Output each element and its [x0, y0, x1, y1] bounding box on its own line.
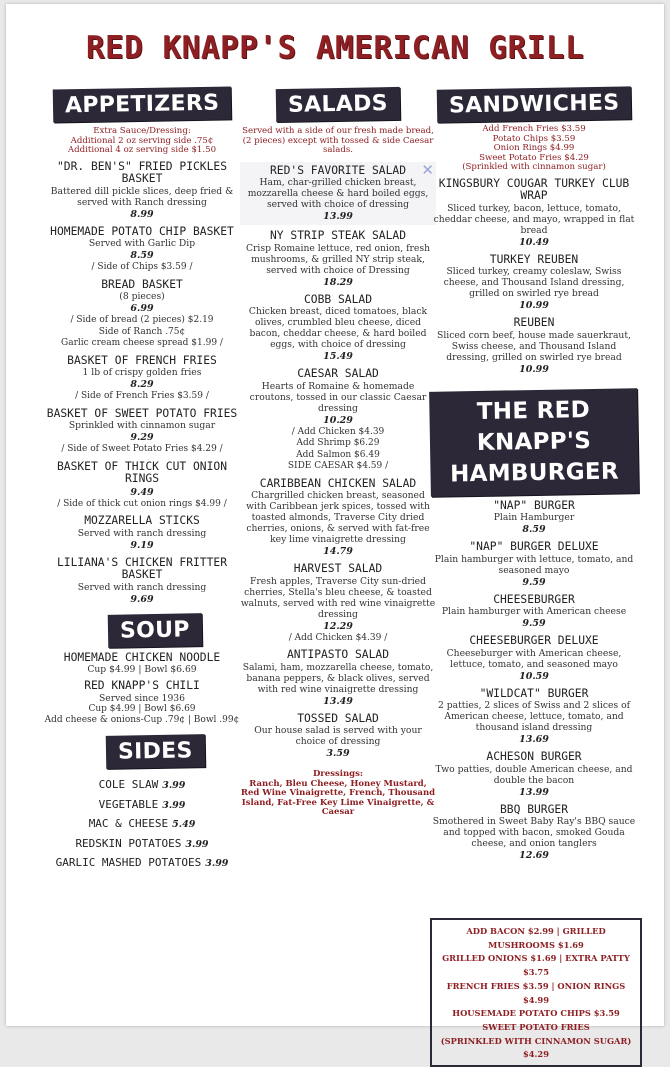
item-price: 8.59 — [130, 250, 154, 262]
item-desc: Chargrilled chicken breast, seasoned with Caribbean jerk spices, tossed with toasted almonds, Traverse City dried cherries, onions, & served with fat-free key lime vinaigrette dressing — [246, 490, 430, 546]
addon-line: HOUSEMADE POTATO CHIPS $3.59 — [452, 1008, 620, 1019]
menu-item — [42, 680, 242, 727]
sandwich-note-line: Onion Rings $4.99 — [493, 143, 575, 154]
item-price: 13.69 — [519, 734, 549, 746]
appetizers-header: APPETIZERS — [53, 86, 232, 122]
column-middle — [240, 88, 436, 818]
item-name: "NAP" BURGER DELUXE — [469, 540, 599, 554]
item-extra: / Side of thick cut onion rings $4.99 / — [57, 498, 227, 509]
item-name: LILIANA'S CHICKEN FRITTER BASKET — [56, 555, 228, 582]
item-price: 10.59 — [519, 670, 549, 682]
sandwich-note-line: Potato Chips $3.59 — [492, 133, 576, 144]
item-desc: Our house salad is served with your choice of dressing — [254, 725, 422, 748]
addon-line: FRENCH FRIES $3.59 | ONION RINGS $4.99 — [446, 980, 626, 1005]
sandwich-note-line: Add French Fries $3.59 — [482, 124, 586, 135]
featured-salad — [240, 162, 436, 226]
item-price: 9.49 — [130, 486, 154, 498]
item-name: BASKET OF THICK CUT ONION RINGS — [56, 459, 228, 486]
menu-item — [430, 751, 638, 799]
item-extra: / Side of Chips $3.59 / — [91, 262, 193, 273]
sandwiches-header: SANDWICHES — [437, 86, 632, 123]
menu-item — [42, 461, 242, 511]
side-item — [42, 815, 242, 835]
item-price: 8.99 — [130, 208, 154, 220]
menu-item — [430, 635, 638, 683]
item-desc: Sliced corn beef, house made sauerkraut, Swiss cheese, and Thousand Island dressing, grilled on swirled rye bread — [437, 329, 631, 363]
addon-line: GRILLED ONIONS $1.69 | EXTRA PATTY $3.75 — [442, 953, 630, 978]
item-extra: SIDE CAESAR $4.59 / — [287, 461, 389, 472]
item-name: ACHESON BURGER — [486, 750, 582, 764]
item-desc: Fresh apples, Traverse City sun-dried cherries, Stella's bleu cheese, & toasted walnuts, served with red wine vinaigrette dressing — [240, 575, 436, 620]
item-desc: Served with Garlic Dip — [88, 238, 196, 250]
item-name: BREAD BASKET — [101, 277, 183, 291]
item-desc: Smothered in Sweet Baby Ray's BBQ sauce and topped with bacon, smoked Gouda cheese, and onion tanglers — [432, 816, 636, 850]
appetizers-note: Extra Sauce/Dressing: Additional 2 oz serving side .75¢ Additional 4 oz serving side $1.50 — [67, 126, 217, 156]
close-icon[interactable]: ✕ — [421, 160, 434, 179]
menu-item — [42, 161, 242, 221]
menu-item — [42, 515, 242, 552]
item-name: COBB SALAD — [303, 292, 372, 306]
soup-list — [42, 652, 242, 727]
item-desc: Salami, ham, mozzarella cheese, tomato, banana peppers, & black olives, served with red wine vinaigrette dressing — [242, 661, 434, 695]
item-extra: Add cheese & onions-Cup .79¢ | Bowl .99¢ — [44, 715, 240, 726]
item-extra: / Add Chicken $4.39 — [291, 426, 385, 437]
item-desc: Served with ranch dressing — [77, 581, 207, 593]
item-extra: Side of Ranch .75¢ — [98, 326, 186, 337]
item-extra: / Side of Sweet Potato Fries $4.29 / — [61, 444, 223, 455]
item-desc: Ham, char-grilled chicken breast, mozzarella cheese & hard boiled eggs, served with choice of dressing — [247, 177, 429, 211]
menu-item — [430, 254, 638, 313]
item-name: CHEESEBURGER — [493, 592, 575, 606]
item-desc: Plain Hamburger — [493, 512, 575, 524]
item-extra: Cup $4.99 | Bowl $6.69 — [88, 703, 196, 714]
salads-list — [240, 230, 436, 760]
burger-addons-box — [430, 918, 642, 1067]
item-price: 9.19 — [130, 539, 154, 551]
item-extra: / Side of French Fries $3.59 / — [75, 391, 209, 402]
hamburger-header: THE RED KNAPP'S HAMBURGER — [429, 388, 639, 497]
soup-header: SOUP — [108, 613, 202, 648]
side-name: GARLIC MASHED POTATOES — [55, 856, 202, 870]
item-price: 13.99 — [519, 786, 549, 798]
dressings-note: Dressings: Ranch, Bleu Cheese, Honey Mustard, Red Wine Vinaigrette, French, Thousand Island, Fat-Free Key Lime Vinaigrette, & Caesar — [240, 769, 436, 818]
side-item — [42, 776, 242, 796]
item-desc: 1 lb of crispy golden fries — [82, 367, 202, 379]
item-extra: / Add Chicken $4.39 / — [288, 632, 388, 643]
item-name: HARVEST SALAD — [293, 562, 383, 576]
item-desc: Battered dill pickle slices, deep fried & served with Ranch dressing — [50, 185, 234, 208]
item-price: 10.29 — [323, 414, 353, 426]
addon-line: (SPRINKLED WITH CINNAMON SUGAR) $4.29 — [440, 1035, 632, 1060]
item-price: 3.59 — [326, 748, 350, 760]
item-price: 12.69 — [519, 850, 549, 862]
item-name: RED KNAPP'S CHILI — [84, 679, 200, 693]
menu-item — [240, 478, 436, 559]
item-extra: Add Salmon $6.49 — [296, 449, 380, 460]
item-extra: / Side of bread (2 pieces) $2.19 — [70, 315, 214, 326]
column-left — [42, 88, 242, 874]
sandwiches-note — [430, 125, 638, 173]
side-price: 3.99 — [162, 799, 186, 811]
side-item — [42, 796, 242, 816]
item-price: 10.99 — [519, 300, 549, 312]
menu-item — [430, 804, 638, 863]
item-name: RED'S FAVORITE SALAD — [269, 163, 407, 177]
item-desc: Cup $4.99 | Bowl $6.69 — [87, 664, 197, 676]
item-price: 8.59 — [522, 524, 546, 536]
menu-item — [42, 557, 242, 606]
menu-page — [6, 4, 664, 1060]
item-extra: Garlic cream cheese spread $1.99 / — [61, 338, 223, 349]
side-item — [42, 854, 242, 874]
menu-item — [42, 652, 242, 676]
salads-header: SALADS — [276, 87, 400, 122]
item-price: 10.49 — [519, 236, 549, 248]
item-name: BASKET OF FRENCH FRIES — [67, 353, 217, 367]
item-desc: 2 patties, 2 slices of Swiss and 2 slices of American cheese, lettuce, tomato, and thousand island dressing — [437, 700, 631, 734]
side-item — [42, 835, 242, 855]
menu-item — [430, 317, 638, 376]
item-extra: Add Shrimp $6.29 — [296, 438, 380, 449]
side-price: 5.49 — [172, 819, 196, 831]
item-name: CAESAR SALAD — [297, 367, 379, 381]
sandwiches-list — [430, 178, 638, 376]
item-price: 9.69 — [130, 593, 154, 605]
menu-item — [42, 408, 242, 456]
sandwich-note-line: Sweet Potato Fries $4.29 — [479, 152, 589, 163]
addon-line: SWEET POTATO FRIES — [482, 1021, 590, 1032]
sandwich-note-line: (Sprinkled with cinnamon sugar) — [462, 162, 606, 173]
item-desc: Served with ranch dressing — [77, 527, 207, 539]
menu-item — [430, 178, 638, 249]
hamburger-list — [430, 500, 638, 863]
item-name: BBQ BURGER — [499, 802, 568, 816]
item-price: 12.29 — [323, 620, 353, 632]
item-price: 14.79 — [323, 546, 353, 558]
sides-list — [42, 776, 242, 874]
item-desc: Hearts of Romaine & homemade croutons, tossed in our classic Caesar dressing — [249, 380, 427, 414]
item-price: 8.29 — [130, 379, 154, 391]
item-price: 18.29 — [323, 276, 353, 288]
item-desc: Sliced turkey, bacon, lettuce, tomato, cheddar cheese, and mayo, wrapped in flat bread — [433, 202, 635, 236]
item-desc: Plain hamburger with American cheese — [441, 606, 627, 618]
item-desc: Sprinkled with cinnamon sugar — [68, 420, 216, 432]
item-price: 13.99 — [323, 211, 353, 223]
menu-item — [430, 541, 638, 589]
item-price: 9.59 — [522, 618, 546, 630]
item-desc: Two patties, double American cheese, and double the bacon — [435, 763, 633, 786]
menu-item — [240, 649, 436, 708]
item-price: 9.59 — [522, 576, 546, 588]
item-name: "WILDCAT" BURGER — [479, 686, 589, 700]
menu-item — [42, 226, 242, 274]
side-price: 3.99 — [205, 858, 229, 870]
item-price: 13.49 — [323, 695, 353, 707]
item-name: "NAP" BURGER — [493, 498, 575, 512]
item-price: 15.49 — [323, 351, 353, 363]
item-name: TURKEY REUBEN — [489, 252, 579, 266]
page-title: RED KNAPP'S AMERICAN GRILL — [85, 30, 585, 66]
item-name: HOMEMADE CHICKEN NOODLE — [63, 650, 221, 664]
item-name: ANTIPASTO SALAD — [286, 648, 390, 662]
item-name: HOMEMADE POTATO CHIP BASKET — [50, 224, 234, 238]
menu-item — [240, 563, 436, 644]
addon-line: ADD BACON $2.99 | GRILLED MUSHROOMS $1.69 — [466, 926, 606, 950]
item-name: NY STRIP STEAK SALAD — [269, 229, 407, 243]
item-desc: Plain hamburger with lettuce, tomato, and seasoned mayo — [434, 553, 634, 576]
side-name: COLE SLAW — [98, 778, 159, 792]
item-name: CHEESEBURGER DELUXE — [469, 634, 599, 648]
item-name: BASKET OF SWEET POTATO FRIES — [46, 406, 238, 420]
item-desc: (8 pieces) — [119, 291, 165, 303]
item-name: MOZZARELLA STICKS — [84, 514, 200, 528]
item-desc: Sliced turkey, creamy coleslaw, Swiss cheese, and Thousand Island dressing, grilled on swirled rye bread — [443, 266, 625, 300]
item-price: 6.99 — [130, 303, 154, 315]
item-name: "DR. BEN'S" FRIED PICKLES BASKET — [56, 159, 228, 186]
menu-item — [240, 294, 436, 364]
side-price: 3.99 — [185, 838, 209, 850]
item-desc: Served since 1936 — [98, 692, 185, 704]
item-desc: Cheeseburger with American cheese, lettuce, tomato, and seasoned mayo — [446, 647, 622, 670]
salads-note: Served with a side of our fresh made bread, (2 pieces) except with tossed & side Caesar salads. — [242, 126, 434, 156]
item-price: 9.29 — [130, 432, 154, 444]
appetizers-list — [42, 161, 242, 606]
side-name: VEGETABLE — [98, 797, 159, 811]
menu-item — [42, 279, 242, 350]
item-name: KINGSBURY COUGAR TURKEY CLUB WRAP — [438, 176, 630, 203]
side-price: 3.99 — [162, 780, 186, 792]
item-desc: Chicken breast, diced tomatoes, black olives, crumbled bleu cheese, diced bacon, cheddar cheese, & hard boiled eggs, with choice of dressing — [248, 306, 428, 351]
item-name: REUBEN — [513, 316, 555, 330]
side-name: REDSKIN POTATOES — [75, 836, 182, 850]
menu-item — [430, 594, 638, 631]
side-name: MAC & CHEESE — [88, 817, 169, 831]
item-desc: Crisp Romaine lettuce, red onion, fresh mushrooms, & grilled NY strip steak, served with choice of Dressing — [246, 242, 430, 276]
item-name: TOSSED SALAD — [297, 711, 379, 725]
column-right — [430, 88, 638, 862]
menu-item — [430, 500, 638, 537]
item-price: 10.99 — [519, 363, 549, 375]
item-name: CARIBBEAN CHICKEN SALAD — [259, 476, 417, 490]
menu-item — [240, 368, 436, 473]
sides-header: SIDES — [106, 734, 205, 769]
menu-item — [430, 688, 638, 747]
menu-item — [240, 230, 436, 289]
menu-item — [42, 355, 242, 403]
menu-item — [240, 713, 436, 761]
